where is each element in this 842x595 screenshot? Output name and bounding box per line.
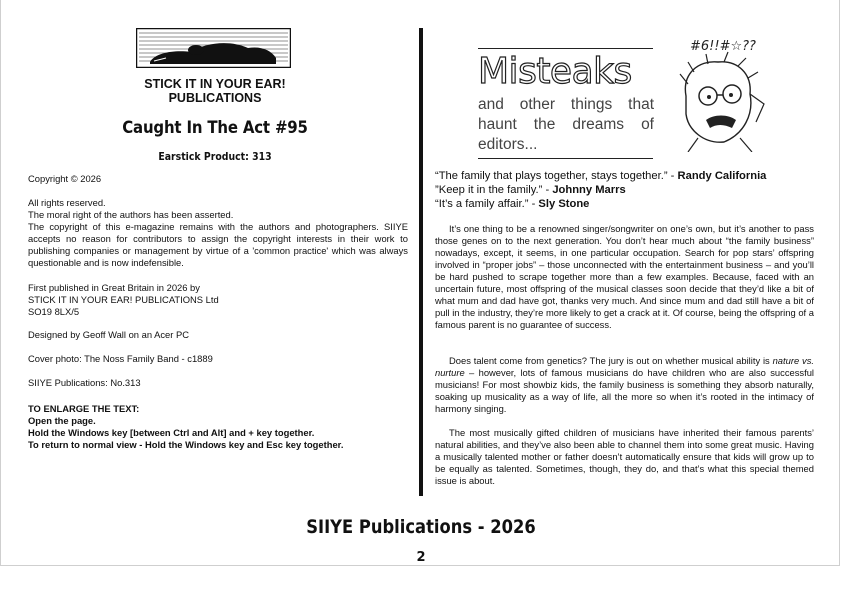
published-line: STICK IT IN YOUR EAR! PUBLICATIONS Ltd (28, 294, 219, 305)
masthead-subtitle: and other things that haunt the dreams of editors... (478, 96, 654, 153)
rights-block (28, 197, 408, 269)
enlarge-line: Hold the Windows key [between Ctrl and Alt] and + key together. (28, 427, 315, 438)
publisher-name (120, 77, 310, 105)
column-divider (419, 28, 423, 496)
product-number: Earstick Product: 313 (158, 150, 272, 163)
quote-2 (435, 183, 626, 197)
body-paragraph-2 (435, 355, 814, 415)
enlarge-line: Open the page. (28, 415, 96, 426)
enlarge-instructions (28, 403, 408, 451)
publisher-line-2: PUBLICATIONS (168, 91, 262, 105)
paragraph-2-italic: nature vs. nurture (435, 355, 814, 378)
rights-line: The moral right of the authors has been asserted. (28, 209, 234, 220)
siiye-logo (136, 28, 291, 68)
paragraph-2-start: Does talent come from genetics? The jury is out on whether musical ability is (449, 355, 773, 366)
masthead-title: Misteaks (478, 51, 632, 92)
cover-photo: Cover photo: The Noss Family Band - c1889 (28, 353, 213, 364)
quote-text: ”Keep it in the family.” - (435, 184, 553, 196)
enlarge-line: To return to normal view - Hold the Windows key and Esc key together. (28, 439, 344, 450)
copyright-paragraph: The copyright of this e-magazine remains with the authors and photographers. SIIYE accepts no reason for contributors to assign the copyright interests in their work to publishing companies or management by virtue of a 'common practice' which was always questionable and is now indefensible. (28, 221, 408, 268)
published-line: First published in Great Britain in 2026 by (28, 282, 200, 293)
footer-title: SIIYE Publications - 2026 (306, 516, 536, 538)
published-block (28, 282, 408, 318)
masthead-rule-bottom (478, 158, 653, 159)
body-paragraph-3: The most musically gifted children of musicians have inherited their famous parents’ natural abilities, and they’ve also been able to channel them into some great music. Having a musically talented mother or father doesn’t automatically ensure that kids will grow up to be equally as talented. Sometimes, though, they do, and that’s what this special themed issue is about. (435, 427, 814, 486)
issue-title: Caught In The Act #95 (122, 118, 308, 138)
quote-author: Randy California (677, 170, 767, 182)
cartoon-caption: #6!!#☆?? (690, 39, 756, 54)
quote-text: “It’s a family affair.” - (435, 198, 539, 210)
editor-cartoon-illustration (668, 34, 776, 152)
copyright-line: Copyright © 2026 (28, 173, 102, 184)
page-number: 2 (416, 550, 426, 565)
paragraph-2-end: – however, lots of famous musicians do have children who are also successful musicians! For most showbiz kids, the family business is something they absorb naturally, soaking up musicality as a way of life, all the more so when it’s rooted in the intimacy of harmony singing. (435, 367, 814, 414)
quote-author: Sly Stone (538, 198, 590, 210)
quote-text: “The family that plays together, stays together.” - (435, 170, 678, 182)
designed-by: Designed by Geoff Wall on an Acer PC (28, 329, 190, 340)
rights-line: All rights reserved. (28, 197, 106, 208)
published-line: SO19 8LX/5 (28, 306, 80, 317)
masthead-rule-top (478, 48, 653, 49)
enlarge-line: TO ENLARGE THE TEXT: (28, 403, 140, 414)
publisher-line-1: STICK IT IN YOUR EAR! (144, 77, 286, 91)
body-paragraph-1: It’s one thing to be a renowned singer/songwriter on one’s own, but it’s another to pass those genes on to the next generation. You don’t hear much about “the family business” nowadays, except, it seems, in one particular occupation. Search for pop stars’ offspring involved in “proper jobs” – those unconnected with the entertainment business – and you’ll be hard pushed to scrape together more than a few examples. Because, faced with an uncertain future, most offspring of the musical classes soon decide that they’d like a bit of what mum and dad have got, thanks very much. And since mum and dad still have a bit of pull in the industry, they’re more likely to get a crack at it. Of course, being the offspring of a famous parent is no guarantee of success. (435, 223, 814, 330)
publication-number: SIIYE Publications: No.313 (28, 377, 141, 388)
quote-author: Johnny Marrs (552, 184, 626, 196)
quote-1 (435, 169, 766, 183)
quote-3 (435, 197, 589, 211)
